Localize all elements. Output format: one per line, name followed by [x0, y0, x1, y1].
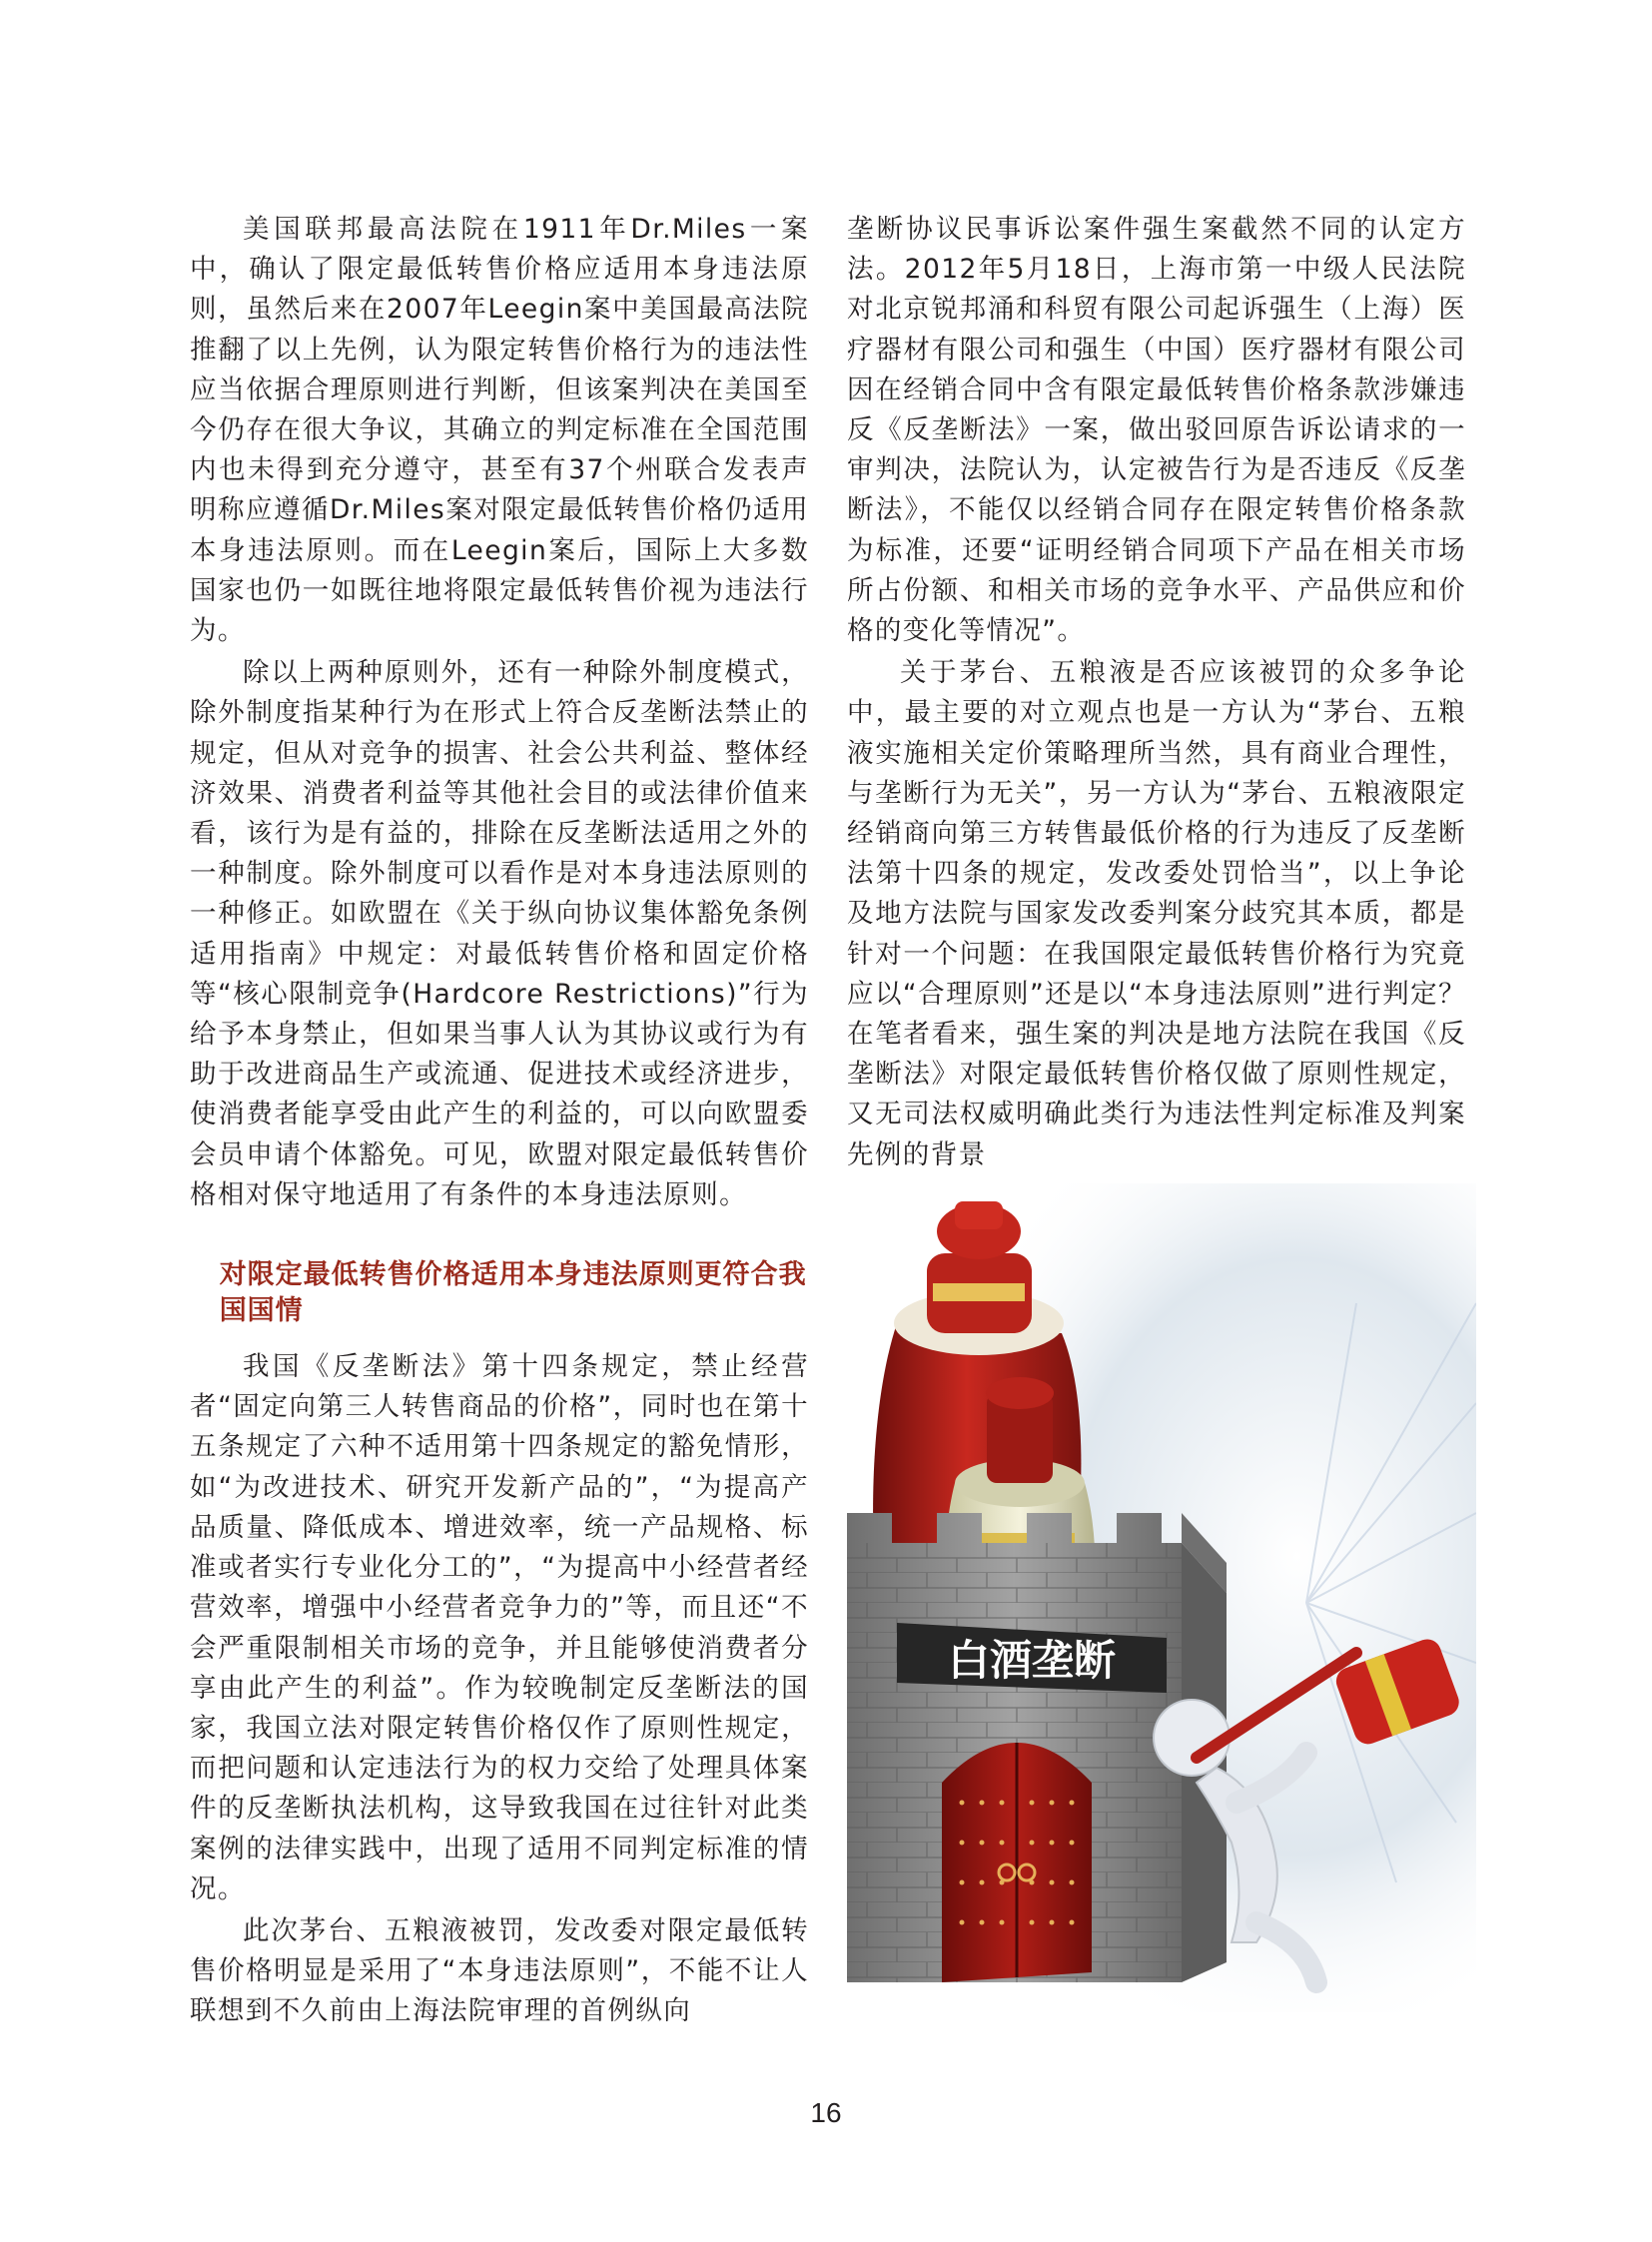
section-heading: 对限定最低转售价格适用本身违法原则更符合我国国情: [219, 1259, 807, 1327]
paragraph-moutai-wuliangye-penalty: 此次茅台、五粮液被罚，发改委对限定最低转售价格明显是采用了“本身违法原则”，不能不让人联想到不久前由上海法院审理的首例纵向: [190, 1914, 809, 2027]
right-column: [847, 210, 1466, 1177]
page-number: 16: [810, 2097, 842, 2128]
paragraph-china-antimonopoly-law: 我国《反垄断法》第十四条规定，禁止经营者“固定向第三人转售商品的价格”，同时也在第十五条规定了六种不适用第十四条规定的豁免情形，如“为改进技术、研究开发新产品的”，“为提高产品质量、降低成本、增进效率，统一产品规格、标准或者实行专业化分工的”，“为提高中小经营者经营效率，增强中小经营者竞争力的”等，而且还“不会严重限制相关市场的竞争，并且能够使消费者分享由此产生的利益”。作为较晚制定反垄断法的国家，我国立法对限定转售价格仅作了原则性规定，而把问题和认定违法行为的权力交给了处理具体案件的反垄断执法机构，这导致我国在过往针对此类案例的法律实践中，出现了适用不同判定标准的情况。: [190, 1351, 809, 1904]
paragraph-exemption-system: 除以上两种原则外，还有一种除外制度模式，除外制度指某种行为在形式上符合反垄断法禁止的规定，但从对竞争的损害、社会公共利益、整体经济效果、消费者利益等其他社会目的或法律价值来看，该行为是有益的，排除在反垄断法适用之外的一种制度。除外制度可以看作是对本身违法原则的一种修正。如欧盟在《关于纵向协议集体豁免条例适用指南》中规定：对最低转售价格和固定价格等“核心限制竞争(Hardcore Restrictions)”行为给予本身禁止，但如果当事人认为其协议或行为有助于改进商品生产或流通、促进技术或经济进步，使消费者能享受由此产生的利益的，可以向欧盟委会员申请个体豁免。可见，欧盟对限定最低转售价格相对保守地适用了有条件的本身违法原则。: [190, 657, 809, 1210]
paragraph-debate: 关于茅台、五粮液是否应该被罚的众多争论中，最主要的对立观点也是一方认为“茅台、五粮液实施相关定价策略理所当然，具有商业合理性，与垄断行为无关”，另一方认为“茅台、五粮液限定经销商向第三方转售最低价格的行为违反了反垄断法第十四条的规定，发改委处罚恰当”，以上争论及地方法院与国家发改委判案分歧究其本质，都是针对一个问题：在我国限定最低转售价格行为究竟应以“合理原则”还是以“本身违法原则”进行判定？在笔者看来，强生案的判决是地方法院在我国《反垄断法》对限定最低转售价格仅做了原则性规定，又无司法权威明确此类行为违法性判定标准及判案先例的背景: [847, 657, 1466, 1170]
fortress-door-icon: [942, 1743, 1092, 1982]
left-column: [190, 210, 809, 2034]
paragraph-us-supreme-court: 美国联邦最高法院在1911年Dr.Miles一案中，确认了限定最低转售价格应适用本身违法原则，虽然后来在2007年Leegin案中美国最高法院推翻了以上先例，认为限定转售价格行为的违法性应当依据合理原则进行判断，但该案判决在美国至今仍存在很大争议，其确立的判定标准在全国范围内也未得到充分遵守，甚至有37个州联合发表声明称应遵循Dr.Miles案对限定最低转售价格仍适用本身违法原则。而在Leegin案后，国际上大多数国家也仍一如既往地将限定最低转售价视为违法行为。: [190, 214, 809, 647]
baijiu-monopoly-illustration: [837, 1183, 1476, 2012]
paragraph-johnson-case: 垄断协议民事诉讼案件强生案截然不同的认定方法。2012年5月18日，上海市第一中级人民法院对北京锐邦涌和科贸有限公司起诉强生（上海）医疗器材有限公司和强生（中国）医疗器材有限公司因在经销合同中含有限定最低转售价格条款涉嫌违反《反垄断法》一案，做出驳回原告诉讼请求的一审判决，法院认为，认定被告行为是否违反《反垄断法》，不能仅以经销合同存在限定转售价格条款为标准，还要“证明经销合同项下产品在相关市场所占份额、和相关市场的竞争水平、产品供应和价格的变化等情况”。: [847, 214, 1466, 647]
sign-text: 白酒垄断: [947, 1636, 1117, 1685]
